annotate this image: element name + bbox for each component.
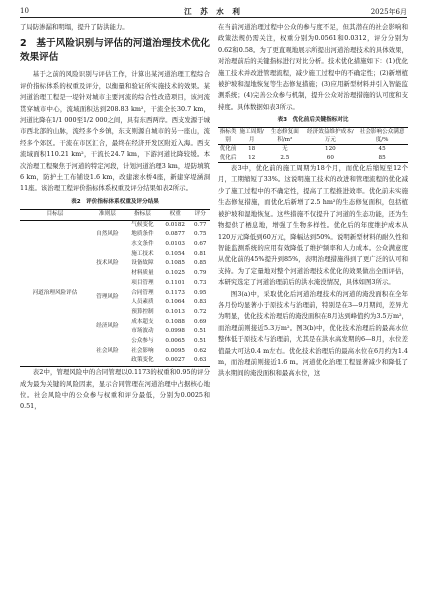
table2-indicator: 合同管理 — [131, 289, 154, 296]
table2-score: 0.51 — [194, 338, 207, 345]
table3-header-cell: 经济效益维护成本/万元 — [305, 128, 357, 145]
table2-weight: 0.1013 — [165, 308, 185, 315]
table2-score: 0.51 — [194, 328, 207, 335]
table2-header-cell: 目标层 — [20, 209, 90, 220]
table2-weight: 0.1085 — [165, 260, 185, 267]
issue-date: 2025年6月 — [370, 8, 407, 16]
table2-weight: 0.0182 — [165, 221, 185, 228]
table3-cell: 优化后 — [219, 154, 237, 161]
table2-score: 0.77 — [194, 221, 207, 228]
table3-cell: 120 — [325, 146, 336, 153]
table3-header-cell: 生态修复面积/m² — [265, 128, 304, 145]
table3-cell: 无 — [282, 146, 288, 153]
table2-indicator: 预算控制 — [131, 308, 154, 315]
table2-weight: 0.0065 — [165, 338, 185, 345]
table2-indicator: 公众参与 — [131, 338, 154, 345]
table2-score: 0.67 — [194, 240, 207, 247]
table2-indicator: 成本超支 — [131, 318, 154, 325]
table3-cell: 12 — [248, 154, 256, 161]
table2-header-cell: 评分 — [190, 209, 210, 220]
table2-weight: 0.1054 — [165, 250, 185, 257]
table2-indicator: 市场波动 — [131, 328, 154, 335]
left-column — [20, 22, 210, 413]
table2-score: 0.69 — [194, 318, 207, 325]
table2-caption: 表2 评价指标体系权重及评分结果 — [71, 198, 159, 205]
table2-indicator: 地质条件 — [131, 231, 154, 238]
paragraph-continuation: 了局防渗漏和明塌，提升了防洪能力。 — [20, 23, 129, 31]
table2-indicator: 政策变化 — [131, 357, 154, 364]
table2-weight: 0.1064 — [165, 299, 185, 306]
journal-name: 江 苏 水 利 — [184, 7, 243, 16]
table2-score: 0.72 — [194, 308, 207, 315]
paragraph-table3-analysis: 表3中，优化前的施工周期为18个月，而优化后缩短至12个月，工期缩短了33%。这说明施工技术的改进和管理流程的优化减少了施工过程中的不确定性，提高了工程推进效率。优化前未实施生态修复措施，而优化后新增了2.5 hm²的生态修复面积，包括植被护坡和湿地恢复。这些措施不仅提升了河道的生态功能，还为生物提供了栖息地，增强了生物多样性。优化后的年度维护成本从120万元降低到60万元，降幅达到50%。说明新型材料的耐久性和智能监测系统的应用有效降低了维护频率和人力成本。公众满意度从优化前的45%提升到85%，表明治理措施得到了更广泛的认可和支持。为了定量地对整个河道治理技术优化的效果做出全面评估，本研究选定了河道治理前后的洪水淹没情况，具体如图3所示。 — [218, 164, 408, 287]
table2-criterion-cell: 技术风险 — [96, 260, 119, 267]
table3-cell: 60 — [326, 154, 334, 161]
paragraph-optimization-measures: 在当前河道治理过程中公众的参与度不足，但其潜在的社会影响和政策法规仍需关注，权重分别为0.0561和0.0312，评分分别为0.62和0.58。为了更直观地展示所提出河道治理技术的具体效果，对治理前后的关键指标进行对比分析。技术优化措施如下：(1)优化施工技术并改进管理流程，减少施工过程中的不确定性；(2)新增植被护坡和湿地恢复等生态修复措施；(3)应用新型材料并引入智能监测系统；(4)完善公众参与机制，提升公众对治理措施的认可度和支持度。具体数据如表3所示。 — [218, 23, 408, 111]
table3-header-cell: 施工周期/月 — [239, 129, 264, 144]
table2-indicator: 设备故障 — [131, 260, 154, 267]
table2-criterion-cell: 管理风险 — [96, 294, 119, 301]
table2-header-cell: 指标层 — [125, 209, 160, 220]
table3-cell: 45 — [378, 146, 386, 153]
table2-score: 0.83 — [194, 299, 207, 306]
table3-header-cell: 社会影响公众满意度/% — [356, 128, 408, 145]
table2-criterion-cell: 社会风险 — [96, 347, 119, 354]
table2-weight: 0.0095 — [165, 347, 185, 354]
table2-target-cell: 河道治理风险评估 — [32, 289, 78, 296]
table3-cell: 2.5 — [280, 154, 290, 161]
table3-cell: 优化前 — [219, 146, 237, 153]
table2-score: 0.75 — [194, 231, 207, 238]
table2-weight: 0.1088 — [165, 318, 185, 325]
table2-header-row — [20, 209, 210, 220]
table3-header-cell: 指标类别 — [219, 129, 237, 144]
table2-header-cell: 准则层 — [90, 209, 125, 220]
table2-weight: 0.0998 — [165, 328, 185, 335]
table3-before-after — [218, 127, 408, 163]
table2-indicator: 人员素质 — [131, 299, 154, 306]
table2-weight: 0.1101 — [165, 279, 185, 286]
paragraph-table2-analysis: 表2中，管理风险中的合同管理以0.1173的权重和0.95的评分成为最为关键的风险因素，显示合同管理在河道治理中占据核心地位。社会风险中的公众参与权重和评分最低，分别为0.0025和0.51， — [20, 368, 210, 411]
table2-weight: 0.1173 — [165, 289, 185, 296]
table2-score: 0.63 — [194, 357, 207, 364]
paragraph-figure3-analysis: 图3(a)中，采取优化后河道治理技术的河道的淹没面积在全年各月份均显著小于原技术与治理前，特别是在3—9月期间，差异尤为明显，优化技术治理后的淹没面积在8月达到峰值约为3.5万m²，而治理前则接近5.3万m²。图3(b)中，优化技术治理后的最高水位整体低于原技术与治理前，尤其是在洪水高发期的6—8月，水位差值最大可达0.4 m左右。优化技术治理后的最高水位在6月约为1.4 m，而治理前则接近1.6 m。河道优化治理工程显著减少和降低了洪水期间的淹没面积和最高水位，这 — [218, 289, 408, 378]
table2-score: 0.85 — [194, 260, 207, 267]
table2-weight: 0.0103 — [165, 240, 185, 247]
table2-weights-scores — [20, 209, 210, 367]
table3-cell: 85 — [378, 154, 386, 161]
page-number: 10 — [20, 7, 29, 15]
table2-indicator: 气候变化 — [131, 221, 154, 228]
table2-header-cell: 权重 — [160, 209, 191, 220]
table2-weight: 0.1025 — [165, 270, 185, 277]
table3-header-row — [218, 128, 408, 145]
table2-score: 0.95 — [194, 289, 207, 296]
section-heading: 2 基于风险识别与评估的河道治理技术优化效果评估 — [20, 38, 210, 64]
paragraph-case-study: 基于之前的风险识别与评估工作，计算出某河道治理工程综合评价指标体系的权重及评分，以衡量和验证所实施技术的效果。某河道治理工程是一堤针对城市主要河流的综合性改造项目，该河流贯穿城市中心，流域面积达到208.83 km²，干流全长30.7 km，河道比降在1/1 000至1/2 000之间，具有东西两岸。西支发源于城市西北部的山脉，流经多个乡镇，东支则源自城市的另一座山，流经多个郊区。干流在市区汇合，最终在经济开发区附近入海。西支流域面积110.21 km²，干流长24.7 km，下游河道比降较缓。本次治理工程聚焦于河道的特定河段，计划河道治理3 km，堤防填筑6 km，防护土工布铺设1.6 km，改建滚水桥4座，新建穿堤涵洞11座。该治理工程评价指标体系权重及评分结果如表2所示。 — [20, 70, 210, 193]
table2-score: 0.62 — [194, 347, 207, 354]
table2-criterion-cell: 自然风险 — [96, 231, 119, 238]
table-row — [20, 220, 210, 230]
table2-indicator: 材料质量 — [131, 270, 154, 277]
table3-cell: 18 — [248, 146, 256, 153]
table2-indicator: 水文条件 — [131, 240, 154, 247]
table-row — [218, 154, 408, 163]
table2-indicator: 施工技术 — [131, 250, 154, 257]
table2-score: 0.81 — [194, 250, 207, 257]
table-row — [218, 145, 408, 154]
right-column — [218, 22, 408, 380]
header-rule — [20, 17, 407, 18]
table2-indicator: 项目管理 — [131, 279, 154, 286]
table2-criterion-cell: 经济风险 — [96, 323, 119, 330]
table2-score: 0.79 — [194, 270, 207, 277]
table2-score: 0.73 — [194, 279, 207, 286]
table2-weight: 0.0027 — [165, 357, 185, 364]
table2-indicator: 社会影响 — [131, 347, 154, 354]
table3-caption: 表3 优化前后关键指标对比 — [277, 117, 349, 124]
table2-weight: 0.0877 — [165, 231, 185, 238]
